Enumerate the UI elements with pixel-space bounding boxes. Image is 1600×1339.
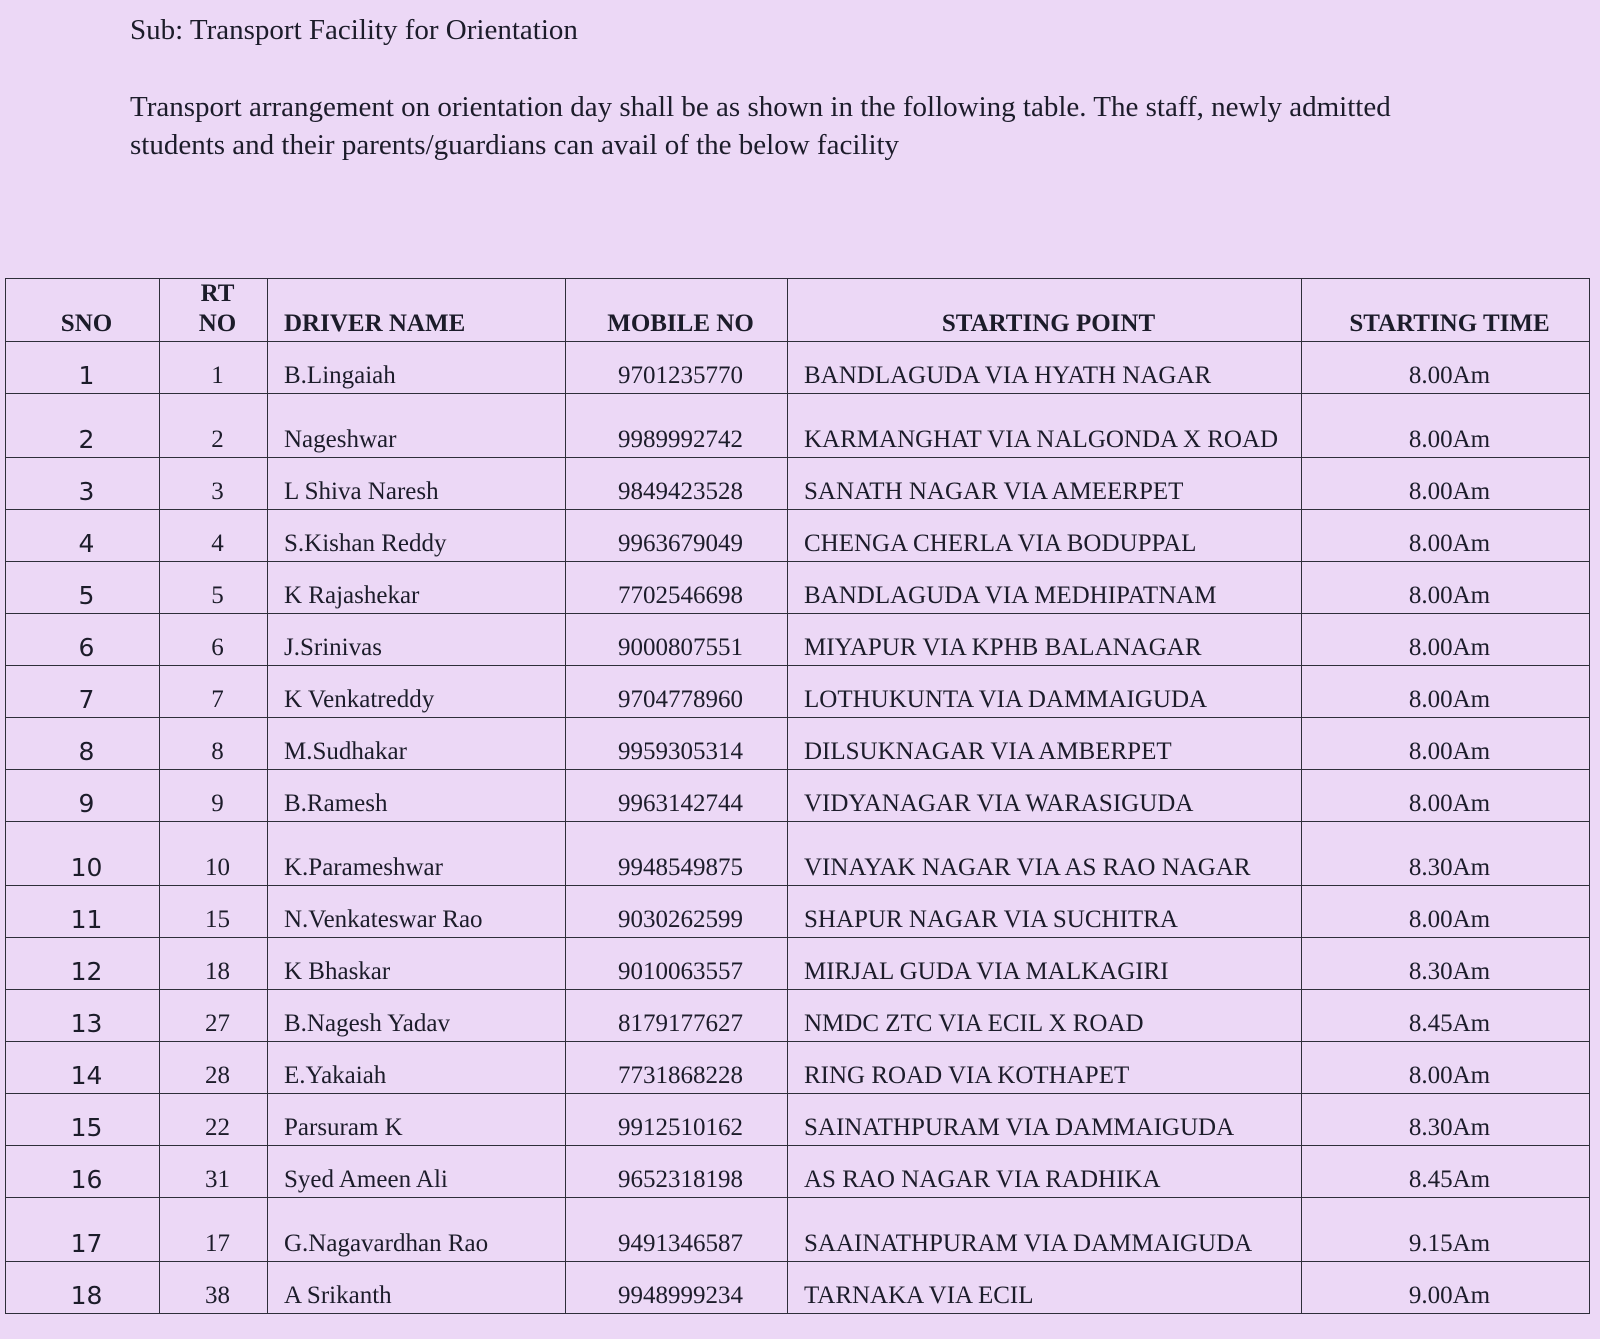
cell-mobile-no: 9491346587 [566,1198,788,1262]
cell-sno: 9 [6,770,160,822]
table-row [6,342,1590,394]
cell-driver-name: B.Nagesh Yadav [268,990,566,1042]
cell-starting-time: 8.30Am [1302,822,1590,886]
cell-starting-point: CHENGA CHERLA VIA BODUPPAL [788,510,1302,562]
cell-mobile-no: 9652318198 [566,1146,788,1198]
cell-starting-time: 8.00Am [1302,886,1590,938]
cell-rt-no: 3 [160,458,268,510]
table-row [6,614,1590,666]
table-row [6,1198,1590,1262]
cell-mobile-no: 9704778960 [566,666,788,718]
cell-mobile-no: 9912510162 [566,1094,788,1146]
cell-rt-no: 5 [160,562,268,614]
cell-sno: 18 [6,1262,160,1314]
table-row [6,458,1590,510]
cell-sno: 17 [6,1198,160,1262]
subject-line: Sub: Transport Facility for Orientation [130,14,578,46]
cell-starting-time: 8.00Am [1302,614,1590,666]
cell-sno: 6 [6,614,160,666]
header-rt-no [160,279,268,342]
cell-sno: 2 [6,394,160,458]
cell-starting-point: SAAINATHPURAM VIA DAMMAIGUDA [788,1198,1302,1262]
cell-mobile-no: 9849423528 [566,458,788,510]
cell-starting-point: SHAPUR NAGAR VIA SUCHITRA [788,886,1302,938]
cell-starting-point: NMDC ZTC VIA ECIL X ROAD [788,990,1302,1042]
header-starting-point: STARTING POINT [788,279,1302,342]
cell-driver-name: L Shiva Naresh [268,458,566,510]
cell-starting-point: BANDLAGUDA VIA HYATH NAGAR [788,342,1302,394]
cell-starting-time: 8.00Am [1302,770,1590,822]
cell-starting-time: 8.00Am [1302,342,1590,394]
table-body [6,342,1590,1314]
cell-rt-no: 18 [160,938,268,990]
cell-starting-time: 9.15Am [1302,1198,1590,1262]
header-starting-time: STARTING TIME [1302,279,1590,342]
header-rt-no-label: RT NO [198,280,237,337]
cell-sno: 14 [6,1042,160,1094]
header-sno: SNO [6,279,160,342]
cell-rt-no: 22 [160,1094,268,1146]
cell-rt-no: 9 [160,770,268,822]
table-header [6,279,1590,342]
table-row [6,886,1590,938]
cell-mobile-no: 9010063557 [566,938,788,990]
cell-starting-point: VINAYAK NAGAR VIA AS RAO NAGAR [788,822,1302,886]
cell-rt-no: 17 [160,1198,268,1262]
table-row [6,1042,1590,1094]
cell-sno: 1 [6,342,160,394]
table-row [6,510,1590,562]
table-row [6,1094,1590,1146]
cell-driver-name: Syed Ameen Ali [268,1146,566,1198]
cell-mobile-no: 9000807551 [566,614,788,666]
cell-starting-point: LOTHUKUNTA VIA DAMMAIGUDA [788,666,1302,718]
cell-driver-name: K Venkatreddy [268,666,566,718]
cell-sno: 15 [6,1094,160,1146]
cell-mobile-no: 9948549875 [566,822,788,886]
cell-rt-no: 15 [160,886,268,938]
cell-starting-time: 8.30Am [1302,938,1590,990]
cell-driver-name: J.Srinivas [268,614,566,666]
transport-table [5,278,1590,1314]
cell-mobile-no: 9701235770 [566,342,788,394]
cell-starting-point: SANATH NAGAR VIA AMEERPET [788,458,1302,510]
table-row [6,938,1590,990]
cell-starting-time: 8.00Am [1302,458,1590,510]
cell-starting-time: 8.00Am [1302,562,1590,614]
cell-sno: 16 [6,1146,160,1198]
cell-starting-point: AS RAO NAGAR VIA RADHIKA [788,1146,1302,1198]
cell-sno: 3 [6,458,160,510]
cell-driver-name: Parsuram K [268,1094,566,1146]
cell-sno: 11 [6,886,160,938]
cell-sno: 4 [6,510,160,562]
cell-driver-name: B.Lingaiah [268,342,566,394]
cell-driver-name: N.Venkateswar Rao [268,886,566,938]
cell-starting-point: SAINATHPURAM VIA DAMMAIGUDA [788,1094,1302,1146]
cell-mobile-no: 9963679049 [566,510,788,562]
cell-starting-time: 9.00Am [1302,1262,1590,1314]
cell-mobile-no: 8179177627 [566,990,788,1042]
table-row [6,666,1590,718]
cell-mobile-no: 9989992742 [566,394,788,458]
cell-driver-name: E.Yakaiah [268,1042,566,1094]
header-driver-name: DRIVER NAME [268,279,566,342]
cell-driver-name: K.Parameshwar [268,822,566,886]
cell-rt-no: 27 [160,990,268,1042]
cell-mobile-no: 9959305314 [566,718,788,770]
cell-driver-name: Nageshwar [268,394,566,458]
cell-sno: 8 [6,718,160,770]
cell-driver-name: G.Nagavardhan Rao [268,1198,566,1262]
cell-mobile-no: 9963142744 [566,770,788,822]
cell-driver-name: S.Kishan Reddy [268,510,566,562]
cell-driver-name: B.Ramesh [268,770,566,822]
cell-mobile-no: 9030262599 [566,886,788,938]
cell-starting-time: 8.00Am [1302,1042,1590,1094]
cell-starting-point: RING ROAD VIA KOTHAPET [788,1042,1302,1094]
cell-starting-time: 8.00Am [1302,718,1590,770]
cell-sno: 10 [6,822,160,886]
cell-mobile-no: 7702546698 [566,562,788,614]
cell-rt-no: 1 [160,342,268,394]
cell-sno: 12 [6,938,160,990]
cell-sno: 7 [6,666,160,718]
cell-starting-time: 8.30Am [1302,1094,1590,1146]
cell-rt-no: 31 [160,1146,268,1198]
cell-rt-no: 6 [160,614,268,666]
cell-starting-time: 8.00Am [1302,510,1590,562]
table-row [6,822,1590,886]
table-row [6,1146,1590,1198]
cell-starting-point: BANDLAGUDA VIA MEDHIPATNAM [788,562,1302,614]
table-row [6,770,1590,822]
intro-paragraph: Transport arrangement on orientation day shall be as shown in the following table. The staff, newly admitted students and their parents/guardians can avail of the below facility [130,91,1391,161]
table-row [6,562,1590,614]
cell-starting-point: VIDYANAGAR VIA WARASIGUDA [788,770,1302,822]
cell-starting-point: KARMANGHAT VIA NALGONDA X ROAD [788,394,1302,458]
cell-starting-time: 8.45Am [1302,1146,1590,1198]
cell-rt-no: 4 [160,510,268,562]
cell-mobile-no: 7731868228 [566,1042,788,1094]
cell-starting-point: DILSUKNAGAR VIA AMBERPET [788,718,1302,770]
cell-starting-time: 8.00Am [1302,666,1590,718]
cell-rt-no: 28 [160,1042,268,1094]
cell-driver-name: A Srikanth [268,1262,566,1314]
cell-starting-point: MIRJAL GUDA VIA MALKAGIRI [788,938,1302,990]
table-row [6,1262,1590,1314]
cell-mobile-no: 9948999234 [566,1262,788,1314]
cell-driver-name: K Rajashekar [268,562,566,614]
cell-rt-no: 2 [160,394,268,458]
cell-rt-no: 7 [160,666,268,718]
cell-sno: 5 [6,562,160,614]
cell-driver-name: K Bhaskar [268,938,566,990]
cell-sno: 13 [6,990,160,1042]
cell-rt-no: 8 [160,718,268,770]
cell-starting-point: TARNAKA VIA ECIL [788,1262,1302,1314]
table-row [6,718,1590,770]
cell-starting-point: MIYAPUR VIA KPHB BALANAGAR [788,614,1302,666]
cell-starting-time: 8.00Am [1302,394,1590,458]
header-mobile-no: MOBILE NO [566,279,788,342]
cell-driver-name: M.Sudhakar [268,718,566,770]
cell-rt-no: 10 [160,822,268,886]
cell-starting-time: 8.45Am [1302,990,1590,1042]
cell-rt-no: 38 [160,1262,268,1314]
table-row [6,394,1590,458]
table-row [6,990,1590,1042]
